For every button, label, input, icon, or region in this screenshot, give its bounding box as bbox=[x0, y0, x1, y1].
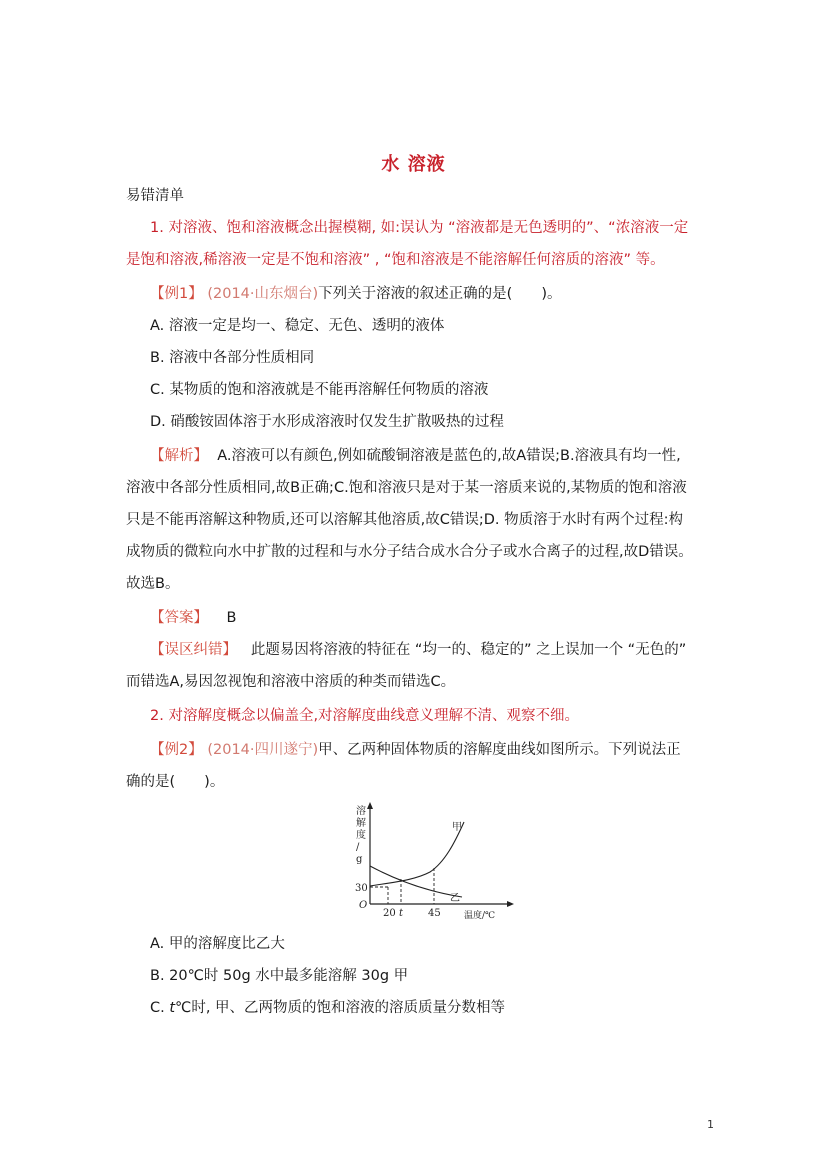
series-jia-label: 甲 bbox=[452, 822, 462, 833]
example-2-stem-1: 甲、乙两种固体物质的溶解度曲线如图所示。下列说法正 bbox=[318, 742, 681, 758]
x-tick-t: t bbox=[399, 908, 404, 919]
option-c-t: t bbox=[169, 1000, 176, 1016]
example-1-option-b: B. 溶液中各部分性质相同 bbox=[150, 350, 315, 366]
page-title: 水 溶液 bbox=[381, 154, 446, 175]
point-1-line-2: 是饱和溶液,稀溶液一定是不饱和溶液” , “饱和溶液是不能溶解任何溶质的溶液” 等。 bbox=[126, 252, 665, 268]
example-1-option-c: C. 某物质的饱和溶液就是不能再溶解任何物质的溶液 bbox=[150, 382, 489, 398]
example-2-stem-2: 确的是( )。 bbox=[126, 774, 225, 790]
correction-tag: 【误区纠错】 bbox=[150, 642, 237, 658]
solubility-chart bbox=[340, 800, 520, 924]
option-c-text: ℃时, 甲、乙两物质的饱和溶液的溶质质量分数相等 bbox=[175, 1000, 506, 1016]
analysis-text-1: A.溶液可以有颜色,例如硫酸铜溶液是蓝色的,故A错误;B.溶液具有均一性, bbox=[217, 448, 681, 464]
option-c-prefix: C. bbox=[150, 1000, 170, 1016]
analysis-line-3: 只是不能再溶解这种物质,还可以溶解其他溶质,故C错误;D. 物质溶于水时有两个过程:构 bbox=[126, 512, 683, 528]
origin-label: O bbox=[359, 900, 368, 911]
example-1-option-d: D. 硝酸铵固体溶于水形成溶液时仅发生扩散吸热的过程 bbox=[150, 414, 504, 430]
y-axis-label: 溶解度/ g bbox=[356, 806, 366, 865]
example-1-tag: 【例1】 bbox=[150, 286, 203, 302]
example-2-tag: 【例2】 bbox=[150, 742, 203, 758]
series-jia-curve bbox=[370, 822, 464, 886]
answer-line bbox=[150, 608, 236, 628]
answer-value: B bbox=[226, 610, 237, 626]
analysis-line-4: 成物质的微粒向水中扩散的过程和与水分子结合成水合分子或水合离子的过程,故D错误。 bbox=[126, 544, 693, 560]
y-axis-arrow bbox=[367, 802, 373, 809]
example-1-option-a: A. 溶液一定是均一、稳定、无色、透明的液体 bbox=[150, 318, 445, 334]
example-2-source: (2014·四川遂宁) bbox=[207, 742, 319, 758]
series-yi-label: 乙 bbox=[450, 893, 460, 904]
analysis-tag: 【解析】 bbox=[150, 448, 208, 464]
point-2: 2. 对溶解度概念以偏盖全,对溶解度曲线意义理解不清、观察不细。 bbox=[150, 708, 580, 724]
correction-line-2: 而错选A,易因忽视饱和溶液中溶质的种类而错选C。 bbox=[126, 674, 456, 690]
correction-line-1 bbox=[150, 640, 686, 660]
example-1-stem: 下列关于溶液的叙述正确的是( )。 bbox=[318, 286, 562, 302]
x-tick-45: 45 bbox=[428, 908, 441, 919]
example-2-option-a: A. 甲的溶解度比乙大 bbox=[150, 936, 285, 952]
example-1-question bbox=[150, 284, 561, 304]
x-tick-20: 20 bbox=[383, 908, 396, 919]
x-axis-arrow bbox=[507, 901, 514, 907]
analysis-line-1 bbox=[150, 446, 681, 466]
page-number: 1 bbox=[707, 1118, 714, 1131]
series-yi-curve bbox=[370, 866, 462, 897]
example-2-question bbox=[150, 740, 681, 760]
y-tick-30: 30 bbox=[355, 883, 368, 894]
analysis-line-5: 故选B。 bbox=[126, 576, 180, 592]
x-axis-label: 温度/℃ bbox=[464, 911, 496, 921]
answer-tag: 【答案】 bbox=[150, 610, 208, 626]
example-2-option-b: B. 20℃时 50g 水中最多能溶解 30g 甲 bbox=[150, 968, 409, 984]
section-heading: 易错清单 bbox=[126, 188, 184, 204]
example-1-source: (2014·山东烟台) bbox=[207, 286, 319, 302]
correction-text-1: 此题易因将溶液的特征在 “均一的、稳定的” 之上误加一个 “无色的” bbox=[250, 642, 687, 658]
point-1-line-1: 1. 对溶液、饱和溶液概念出握模糊, 如:误认为 “溶液都是无色透明的”、“浓溶液一定 bbox=[150, 220, 689, 236]
analysis-line-2: 溶液中各部分性质相同,故B正确;C.饱和溶液只是对于某一溶质来说的,某物质的饱和溶液 bbox=[126, 480, 687, 496]
example-2-option-c bbox=[150, 998, 505, 1018]
